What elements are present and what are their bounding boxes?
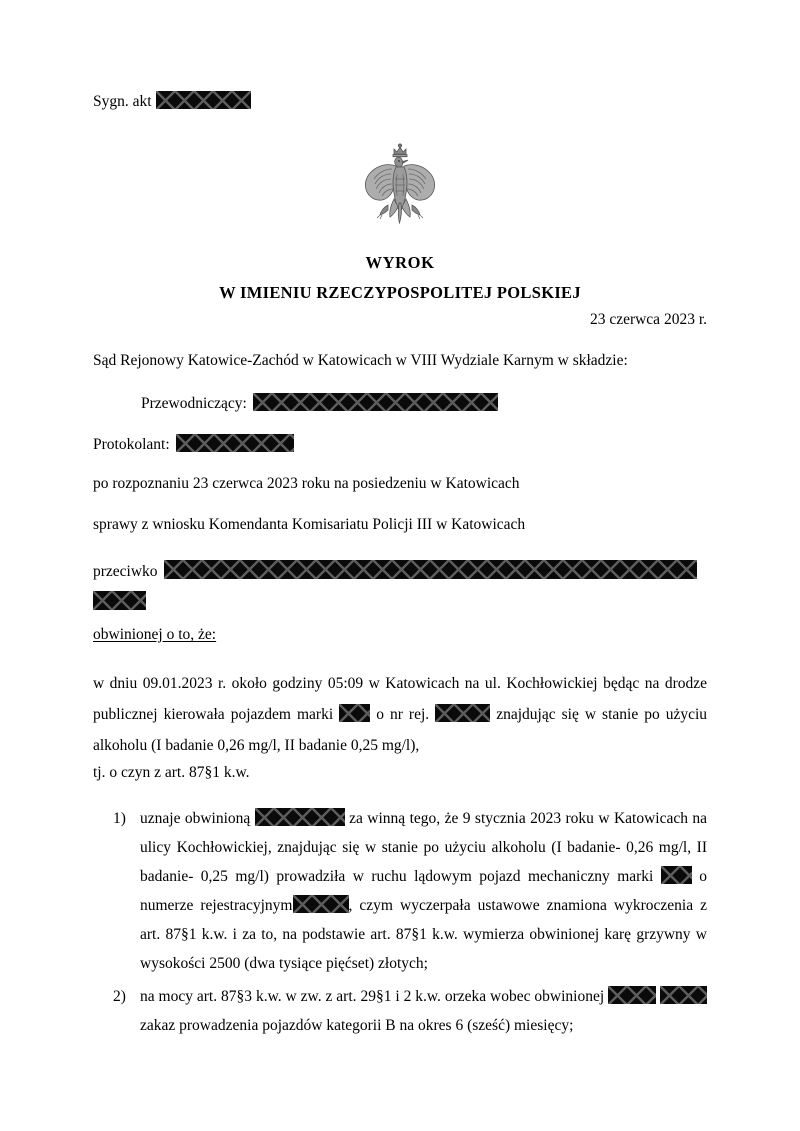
ruling-item-2 <box>93 982 707 1040</box>
charge-part2: o nr rej. <box>376 706 430 723</box>
ruling-number-2: 2) <box>113 988 126 1005</box>
ruling-1-part4: , czym wyczerpała ustawowe znamiona wykroczenia z art. 87§1 k.w. i za to, na podstawie art. 87§1 k.w. wymierza obwinionej karę grzywny w wysokości 2500 (dwa tysiące pięćset) złotych; <box>140 897 707 972</box>
article-reference: tj. o czyn z art. 87§1 k.w. <box>93 764 250 781</box>
hearing-line: po rozpoznaniu 23 czerwca 2023 roku na posiedzeniu w Katowicach <box>93 475 520 492</box>
ruling-1-part3: o numerze rejestracyjnym <box>140 868 708 914</box>
ruling-1-part1: uznaje obwinioną <box>140 810 251 827</box>
ruling-number-1: 1) <box>113 810 126 827</box>
redaction-accused-name-line1 <box>164 560 697 579</box>
charge-part1: w dniu 09.01.2023 r. około godziny 05:09 w Katowicach na ul. Kochłowickiej będąc na drodze publicznej kierowała pojazdem marki <box>93 675 707 723</box>
against-block <box>93 556 707 618</box>
accused-header: obwinionej o to, że: <box>93 626 217 643</box>
redaction-ruling-vehicle-plate <box>293 895 349 913</box>
presiding-judge-label: Przewodniczący: <box>141 395 247 412</box>
redaction-recorder <box>176 434 294 452</box>
against-label: przeciwko <box>93 563 158 580</box>
redaction-ruling2-name-b <box>660 986 707 1004</box>
recorder-label: Protokolant: <box>93 436 170 453</box>
motion-line: sprawy z wniosku Komendanta Komisariatu Policji III w Katowicach <box>93 516 526 533</box>
presiding-judge-row <box>141 393 498 413</box>
document-title: WYROK <box>365 253 435 272</box>
redaction-presiding-judge <box>253 393 498 411</box>
redaction-ruling2-name-a <box>608 986 656 1004</box>
ruling-item-1 <box>93 804 707 978</box>
redaction-vehicle-make <box>339 704 370 722</box>
charge-paragraph <box>93 668 707 761</box>
charge-part3: znajdując się w stanie po użyciu alkoholu (I badanie 0,26 mg/l, II badanie 0,25 mg/l), <box>93 706 708 754</box>
redaction-case-signature <box>156 91 251 109</box>
court-composition: Sąd Rejonowy Katowice-Zachód w Katowicach w VIII Wydziale Karnym w składzie: <box>93 352 628 369</box>
ruling-2-part1: na mocy art. 87§3 k.w. w zw. z art. 29§1 i 2 k.w. orzeka wobec obwinionej <box>140 988 605 1005</box>
case-signature-row <box>93 91 251 112</box>
recorder-row <box>93 434 294 454</box>
redaction-convicted-name <box>255 808 345 826</box>
polish-eagle-emblem <box>358 141 442 233</box>
ruling-1-part2: za winną tego, że 9 stycznia 2023 roku w Katowicach na ulicy Kochłowickiej, znajdując się w stanie po użyciu alkoholu (I badanie- 0,26 mg/l, II badanie- 0,25 mg/l) prowadziła w ruchu lądowym pojazd mechaniczny marki <box>140 810 708 885</box>
redaction-ruling-vehicle-make <box>661 866 692 884</box>
document-subtitle: W IMIENIU RZECZYPOSPOLITEJ POLSKIEJ <box>219 283 581 302</box>
judgment-date: 23 czerwca 2023 r. <box>589 311 707 328</box>
ruling-2-part2: zakaz prowadzenia pojazdów kategorii B na okres 6 (sześć) miesięcy; <box>140 1017 574 1034</box>
redaction-vehicle-plate <box>435 704 490 722</box>
redaction-accused-name-line2 <box>93 591 146 610</box>
case-signature-label: Sygn. akt <box>93 93 152 110</box>
rulings-list <box>93 804 707 1044</box>
